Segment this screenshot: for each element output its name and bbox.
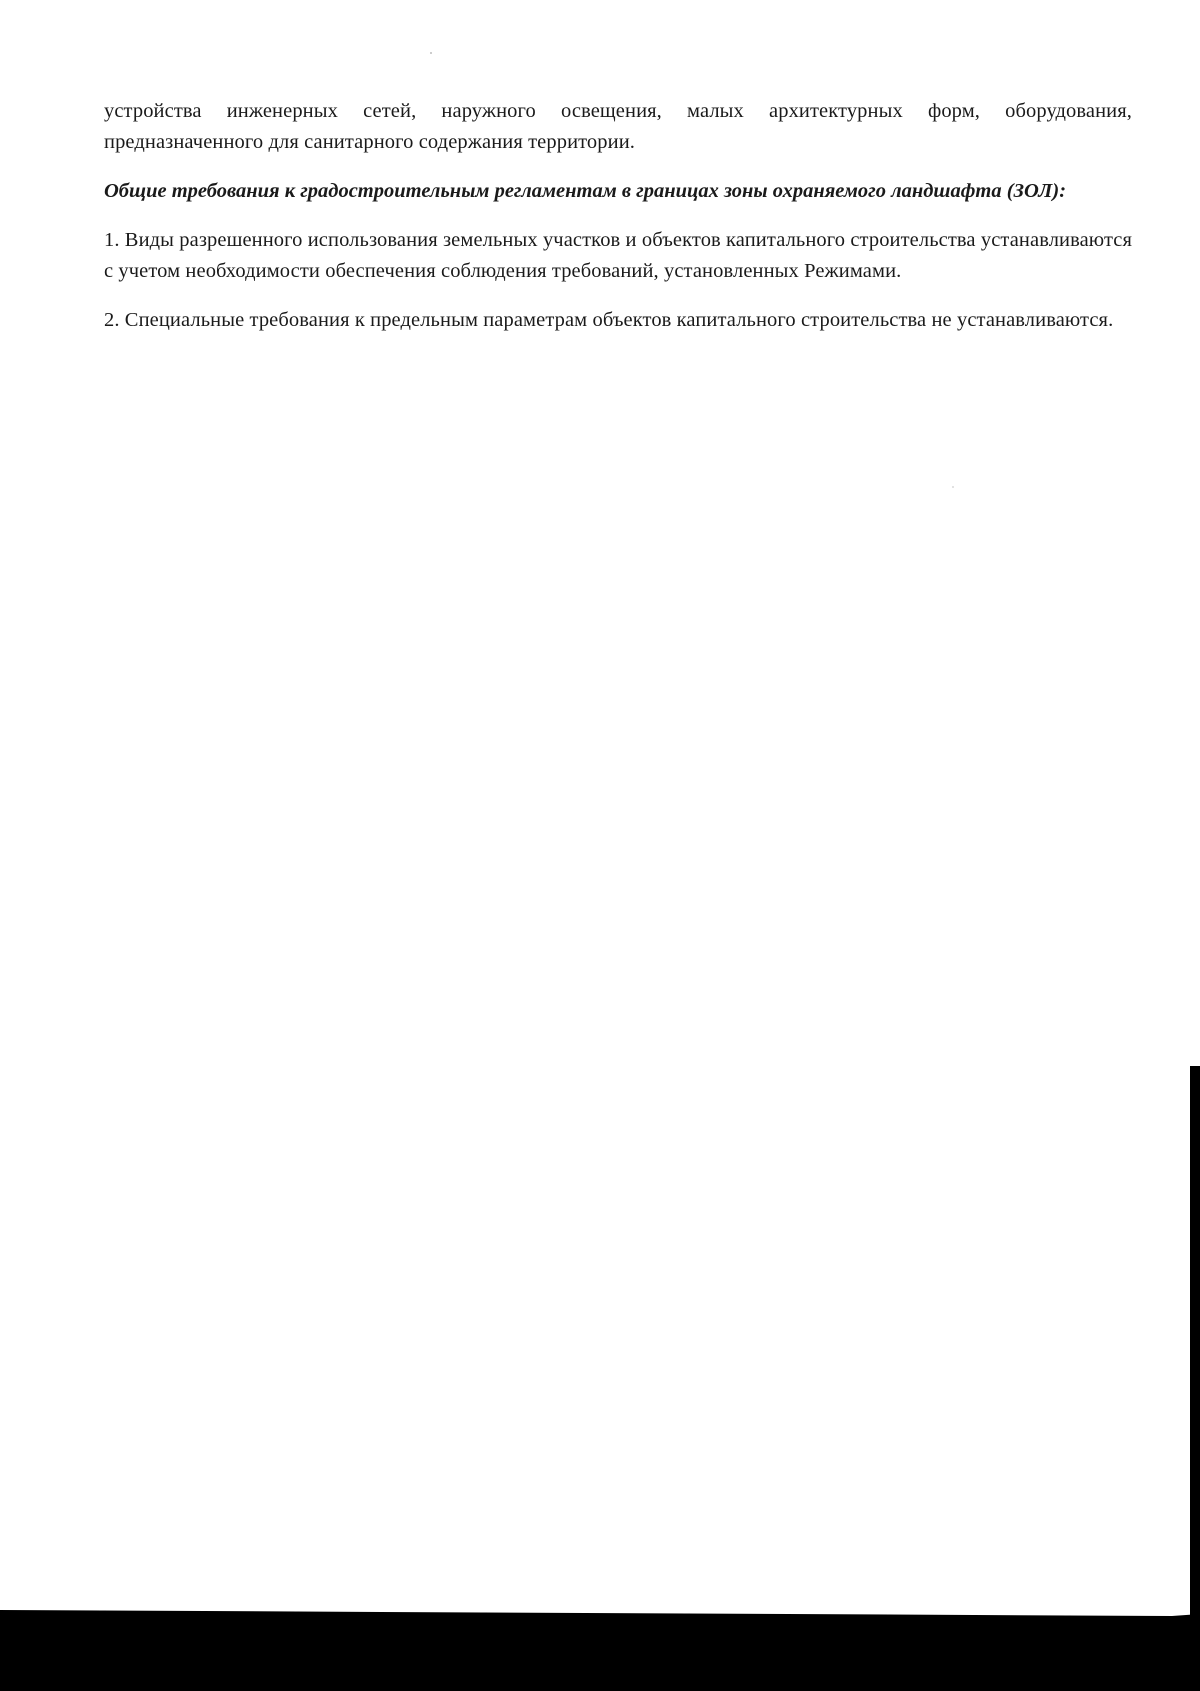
continued-paragraph: устройства инженерных сетей, наружного освещения, малых архитектурных форм, оборудования, предназначенного для санитарного содержания территории. xyxy=(104,100,1132,153)
document-body xyxy=(104,96,1132,336)
list-item-1: 1. Виды разрешенного использования земельных участков и объектов капитального строительства устанавливаются с учетом необходимости обеспечения соблюдения требований, установленных Режимами. xyxy=(104,229,1132,282)
section-heading: Общие требования к градостроительным регламентам в границах зоны охраняемого ландшафта (ЗОЛ): xyxy=(104,180,1067,202)
scan-border-bottom xyxy=(0,1610,1200,1691)
scan-speck xyxy=(952,486,954,488)
list-item-2: 2. Специальные требования к предельным параметрам объектов капитального строительства не устанавливаются. xyxy=(104,309,1114,331)
scan-border-right xyxy=(1190,1066,1200,1691)
scan-speck xyxy=(430,52,432,54)
